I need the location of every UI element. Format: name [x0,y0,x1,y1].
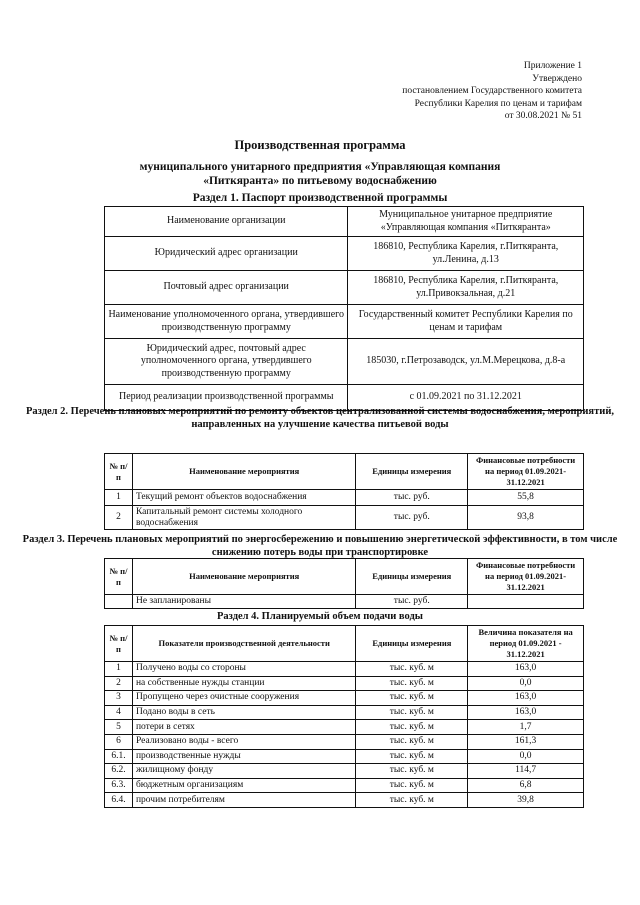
row-number: 2 [105,676,133,691]
row-number: 2 [105,506,133,530]
table-row [105,749,584,764]
table-row [105,720,584,735]
row-unit: тыс. куб. м [356,764,468,779]
row-number: 1 [105,662,133,677]
row-number: 5 [105,720,133,735]
row-name: Пропущено через очистные сооружения [132,691,355,706]
row-name: Получено воды со стороны [132,662,355,677]
passport-value: 185030, г.Петрозаводск, ул.М.Мерецкова, д.8-а [348,339,584,385]
row-number: 6 [105,734,133,749]
row-number: 4 [105,705,133,720]
table-row [105,793,584,808]
row-unit: тыс. руб. [356,595,468,609]
passport-table [104,206,584,411]
row-number: 1 [105,490,133,506]
document-subtitle [0,160,640,188]
passport-value: 186810, Республика Карелия, г.Питкяранта, ул.Ленина, д.13 [348,237,584,271]
row-number: 6.1. [105,749,133,764]
row-name: производственные нужды [132,749,355,764]
row-unit: тыс. куб. м [356,662,468,677]
approval-line: от 30.08.2021 № 51 [504,111,582,121]
col-name-header: Показатели производственной деятельности [132,626,355,662]
table-row [105,506,584,530]
col-name-header: Наименование мероприятия [132,559,355,595]
passport-label: Наименование уполномоченного органа, утвердившего производственную программу [105,305,348,339]
passport-label: Почтовый адрес организации [105,271,348,305]
passport-label: Период реализации производственной программы [105,385,348,411]
subtitle-line: «Питкяранта» по питьевому водоснабжению [203,175,437,187]
energy-table [104,558,584,609]
approval-block [402,60,582,123]
document-title: Производственная программа [234,138,406,152]
row-name: потери в сетях [132,720,355,735]
row-name: жилищному фонду [132,764,355,779]
table-row [105,237,584,271]
row-unit: тыс. куб. м [356,691,468,706]
row-name: Капитальный ремонт системы холодного водоснабжения [132,506,355,530]
row-value: 39,8 [468,793,584,808]
col-num-header: № п/п [105,454,133,490]
row-name: на собственные нужды станции [132,676,355,691]
row-unit: тыс. куб. м [356,705,468,720]
table-row [105,490,584,506]
passport-label: Наименование организации [105,207,348,237]
row-name: прочим потребителям [132,793,355,808]
table-row [105,691,584,706]
row-name: Текущий ремонт объектов водоснабжения [132,490,355,506]
section4-title: Раздел 4. Планируемый объем подачи воды [217,611,423,622]
approval-line: Республики Карелия по ценам и тарифам [414,98,582,109]
row-number: 3 [105,691,133,706]
row-name: бюджетным организациям [132,778,355,793]
col-unit-header: Единицы измерения [356,626,468,662]
row-unit: тыс. руб. [356,490,468,506]
col-value-header: Величина показателя на период 01.09.2021 - 31.12.2021 [468,626,584,662]
row-value: 6,8 [468,778,584,793]
col-finance-header: Финансовые потребности на период 01.09.2021- 31.12.2021 [468,454,584,490]
passport-value: 186810, Республика Карелия, г.Питкяранта, ул.Привокзальная, д.21 [348,271,584,305]
table-row [105,305,584,339]
col-name-header: Наименование мероприятия [132,454,355,490]
subtitle-line: муниципального унитарного предприятия «Управляющая компания [139,161,501,173]
row-name: Реализовано воды - всего [132,734,355,749]
table-row [105,207,584,237]
table-row [105,764,584,779]
table-row [105,734,584,749]
table-row [105,595,584,609]
row-value: 1,7 [468,720,584,735]
row-value: 163,0 [468,705,584,720]
passport-value: Государственный комитет Республики Карелия по ценам и тарифам [348,305,584,339]
row-unit: тыс. руб. [356,506,468,530]
col-unit-header: Единицы измерения [356,454,468,490]
passport-label: Юридический адрес организации [105,237,348,271]
repair-table [104,453,584,530]
row-value: 55,8 [468,490,584,506]
row-unit: тыс. куб. м [356,734,468,749]
row-unit: тыс. куб. м [356,720,468,735]
col-num-header: № п/п [105,626,133,662]
section1-title: Раздел 1. Паспорт производственной программы [192,192,448,204]
row-value: 163,0 [468,691,584,706]
row-value: 0,0 [468,676,584,691]
row-unit: тыс. куб. м [356,749,468,764]
row-unit: тыс. куб. м [356,778,468,793]
water-volume-table [104,625,584,808]
row-number: 6.3. [105,778,133,793]
col-unit-header: Единицы измерения [356,559,468,595]
row-value: 161,3 [468,734,584,749]
row-value: 163,0 [468,662,584,677]
col-num-header: № п/п [105,559,133,595]
row-value: 114,7 [468,764,584,779]
row-name: Подано воды в сеть [132,705,355,720]
passport-label: Юридический адрес, почтовый адрес уполномоченного органа, утвердившего производственную программу [105,339,348,385]
table-row [105,339,584,385]
section3-title: Раздел 3. Перечень плановых мероприятий по энергосбережению и повышению энергетической эффективности, в том числе снижению потерь воды при транспортировке [22,534,618,558]
row-unit: тыс. куб. м [356,676,468,691]
row-value: 0,0 [468,749,584,764]
row-value [468,595,584,609]
approval-line: постановлением Государственного комитета [402,86,582,96]
table-row [105,676,584,691]
approval-line: Утверждено [532,73,582,84]
passport-value: с 01.09.2021 по 31.12.2021 [348,385,584,411]
row-value: 93,8 [468,506,584,530]
table-row [105,705,584,720]
row-unit: тыс. куб. м [356,793,468,808]
col-finance-header: Финансовые потребности на период 01.09.2021- 31.12.2021 [468,559,584,595]
table-row [105,778,584,793]
row-number: 6.4. [105,793,133,808]
table-row [105,271,584,305]
table-row [105,662,584,677]
approval-line: Приложение 1 [523,61,582,71]
passport-value: Муниципальное унитарное предприятие «Управляющая компания «Питкяранта» [348,207,584,237]
row-number [105,595,133,609]
row-number: 6.2. [105,764,133,779]
row-name: Не запланированы [132,595,355,609]
section2-title: Раздел 2. Перечень плановых мероприятий по ремонту объектов централизованной системы водоснабжения, мероприятий, направленных на улучшение качества питьевой воды [26,406,614,430]
